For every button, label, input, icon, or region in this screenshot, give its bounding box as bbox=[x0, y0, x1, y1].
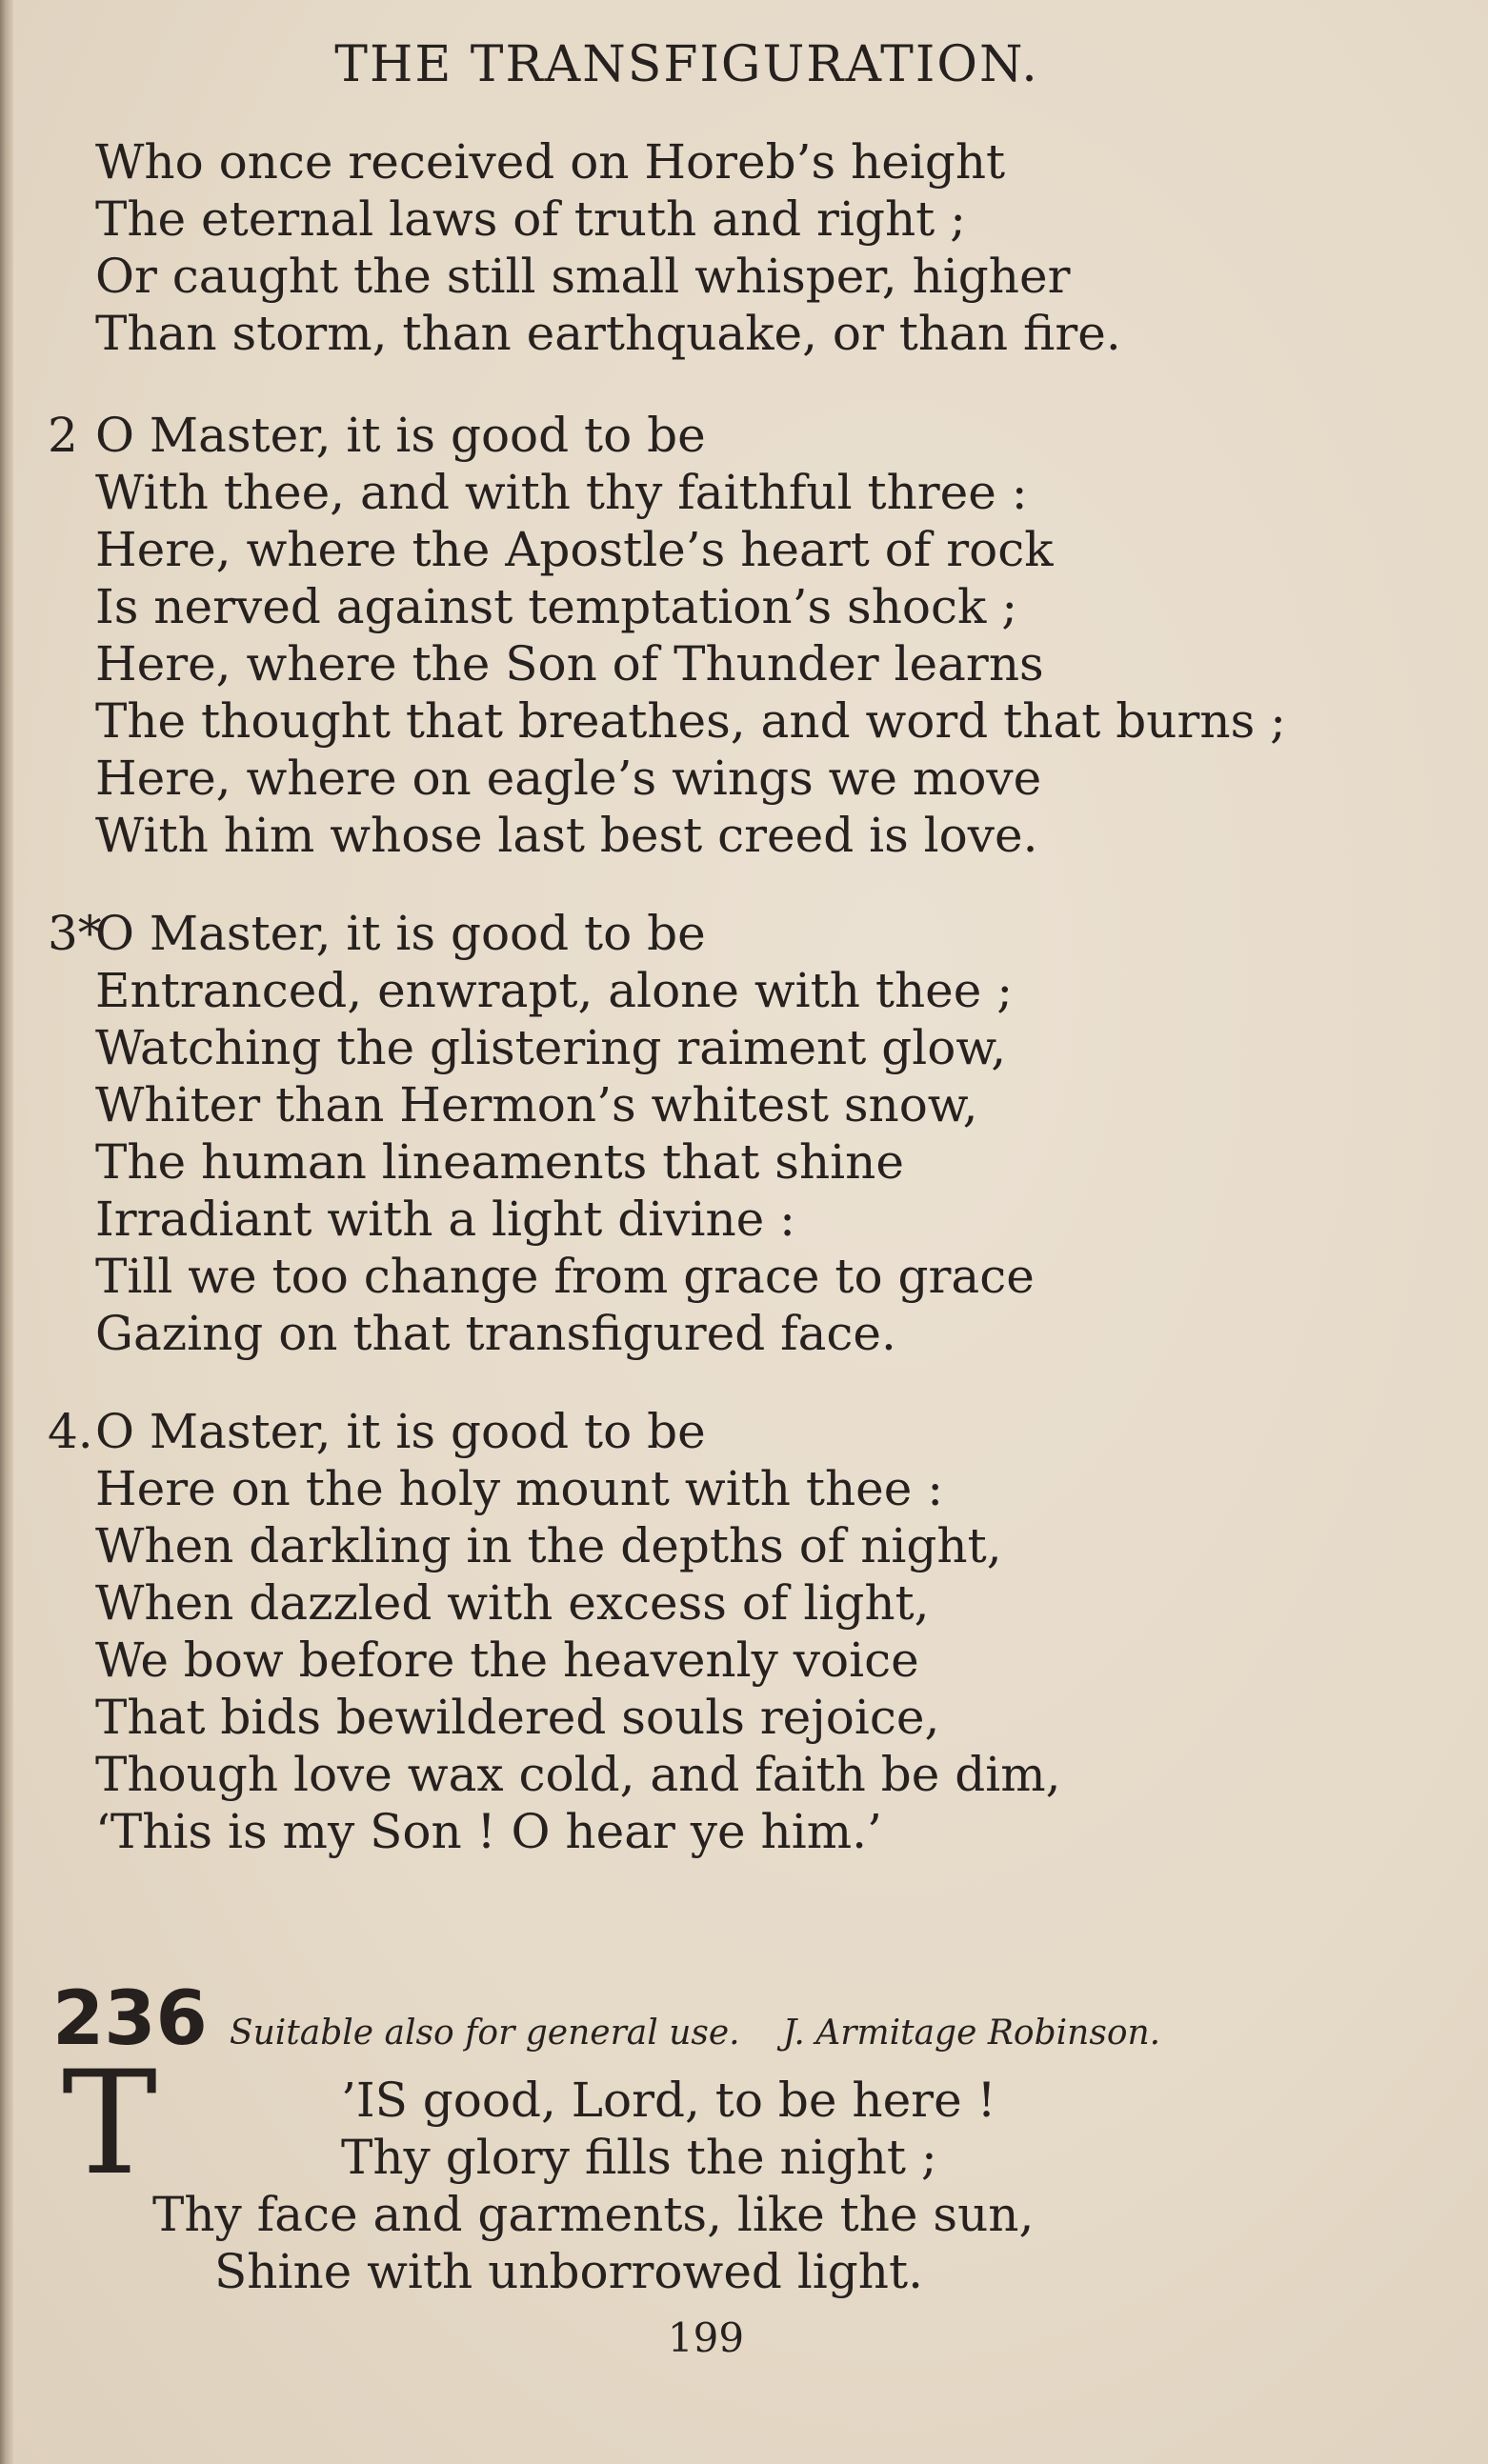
verse-line: Entranced, enwrapt, alone with thee ; bbox=[95, 963, 1014, 1018]
hymn-heading bbox=[52, 1976, 1160, 2062]
verse-line: Here, where the Apostle’s heart of rock bbox=[95, 522, 1054, 577]
running-head: THE TRANSFIGURATION. bbox=[334, 36, 1039, 93]
verse-3 bbox=[48, 905, 1035, 1362]
hymn-author: J. Armitage Robinson. bbox=[782, 2013, 1161, 2053]
verse-1 bbox=[48, 133, 1121, 362]
verse-number: 3* bbox=[48, 906, 102, 961]
verse-line: With thee, and with thy faithful three : bbox=[95, 465, 1028, 520]
verse-line: The human lineaments that shine bbox=[95, 1134, 904, 1190]
verse-line: Here on the holy mount with thee : bbox=[95, 1461, 944, 1516]
hymn-usage-note: Suitable also for general use. bbox=[229, 2013, 740, 2053]
verse-number: 4. bbox=[48, 1404, 93, 1459]
hymn-line: ’IS good, Lord, to be here ! bbox=[341, 2073, 996, 2128]
verse-line-text: O Master, it is good to be bbox=[95, 408, 706, 463]
verse-line: We bow before the heavenly voice bbox=[95, 1633, 919, 1688]
verse-line: Though love wax cold, and faith be dim, bbox=[95, 1747, 1061, 1802]
verse-line: Or caught the still small whisper, higher bbox=[95, 249, 1071, 304]
verse-line: Here, where on eagle’s wings we move bbox=[95, 751, 1042, 806]
verse-2 bbox=[48, 407, 1286, 864]
hymn-number: 236 bbox=[52, 1976, 208, 2062]
verse-line: Whiter than Hermon’s whitest snow, bbox=[95, 1077, 978, 1132]
verse-line: With him whose last best creed is love. bbox=[95, 808, 1038, 863]
verse-line: The eternal laws of truth and right ; bbox=[95, 191, 966, 247]
verse-line-text: O Master, it is good to be bbox=[95, 906, 706, 961]
verse-line: Irradiant with a light divine : bbox=[95, 1192, 795, 1247]
drop-cap: T bbox=[62, 2041, 158, 2207]
verse-line: When dazzled with excess of light, bbox=[95, 1575, 930, 1631]
hymn-line: Thy glory fills the night ; bbox=[341, 2130, 937, 2185]
verse-first-line bbox=[48, 905, 1035, 962]
verse-first-line bbox=[48, 407, 1286, 464]
verse-line: Is nerved against temptation’s shock ; bbox=[95, 579, 1018, 634]
verse-line-text: O Master, it is good to be bbox=[95, 1404, 706, 1459]
hymn-line: Thy face and garments, like the sun, bbox=[152, 2187, 1035, 2242]
verse-line: Gazing on that transfigured face. bbox=[95, 1306, 896, 1361]
verse-4 bbox=[48, 1403, 1061, 1860]
verse-first-line bbox=[48, 1403, 1061, 1460]
verse-line: That bids bewildered souls rejoice, bbox=[95, 1690, 940, 1745]
verse-line: When darkling in the depths of night, bbox=[95, 1518, 1002, 1573]
verse-line: Who once received on Horeb’s height bbox=[95, 134, 1006, 190]
verse-line: Watching the glistering raiment glow, bbox=[95, 1020, 1007, 1075]
page-number: 199 bbox=[667, 2314, 745, 2361]
verse-line: Till we too change from grace to grace bbox=[95, 1249, 1035, 1304]
book-spine-edge bbox=[0, 0, 13, 2464]
hymn-verse-1 bbox=[152, 2072, 1034, 2300]
verse-line: ‘This is my Son ! O hear ye him.’ bbox=[95, 1804, 882, 1859]
hymn-line: Shine with unborrowed light. bbox=[214, 2244, 923, 2299]
verse-number: 2 bbox=[48, 408, 78, 463]
verse-line: Than storm, than earthquake, or than fire. bbox=[95, 306, 1121, 361]
verse-line: Here, where the Son of Thunder learns bbox=[95, 636, 1044, 691]
verse-line: The thought that breathes, and word that burns ; bbox=[95, 693, 1286, 749]
